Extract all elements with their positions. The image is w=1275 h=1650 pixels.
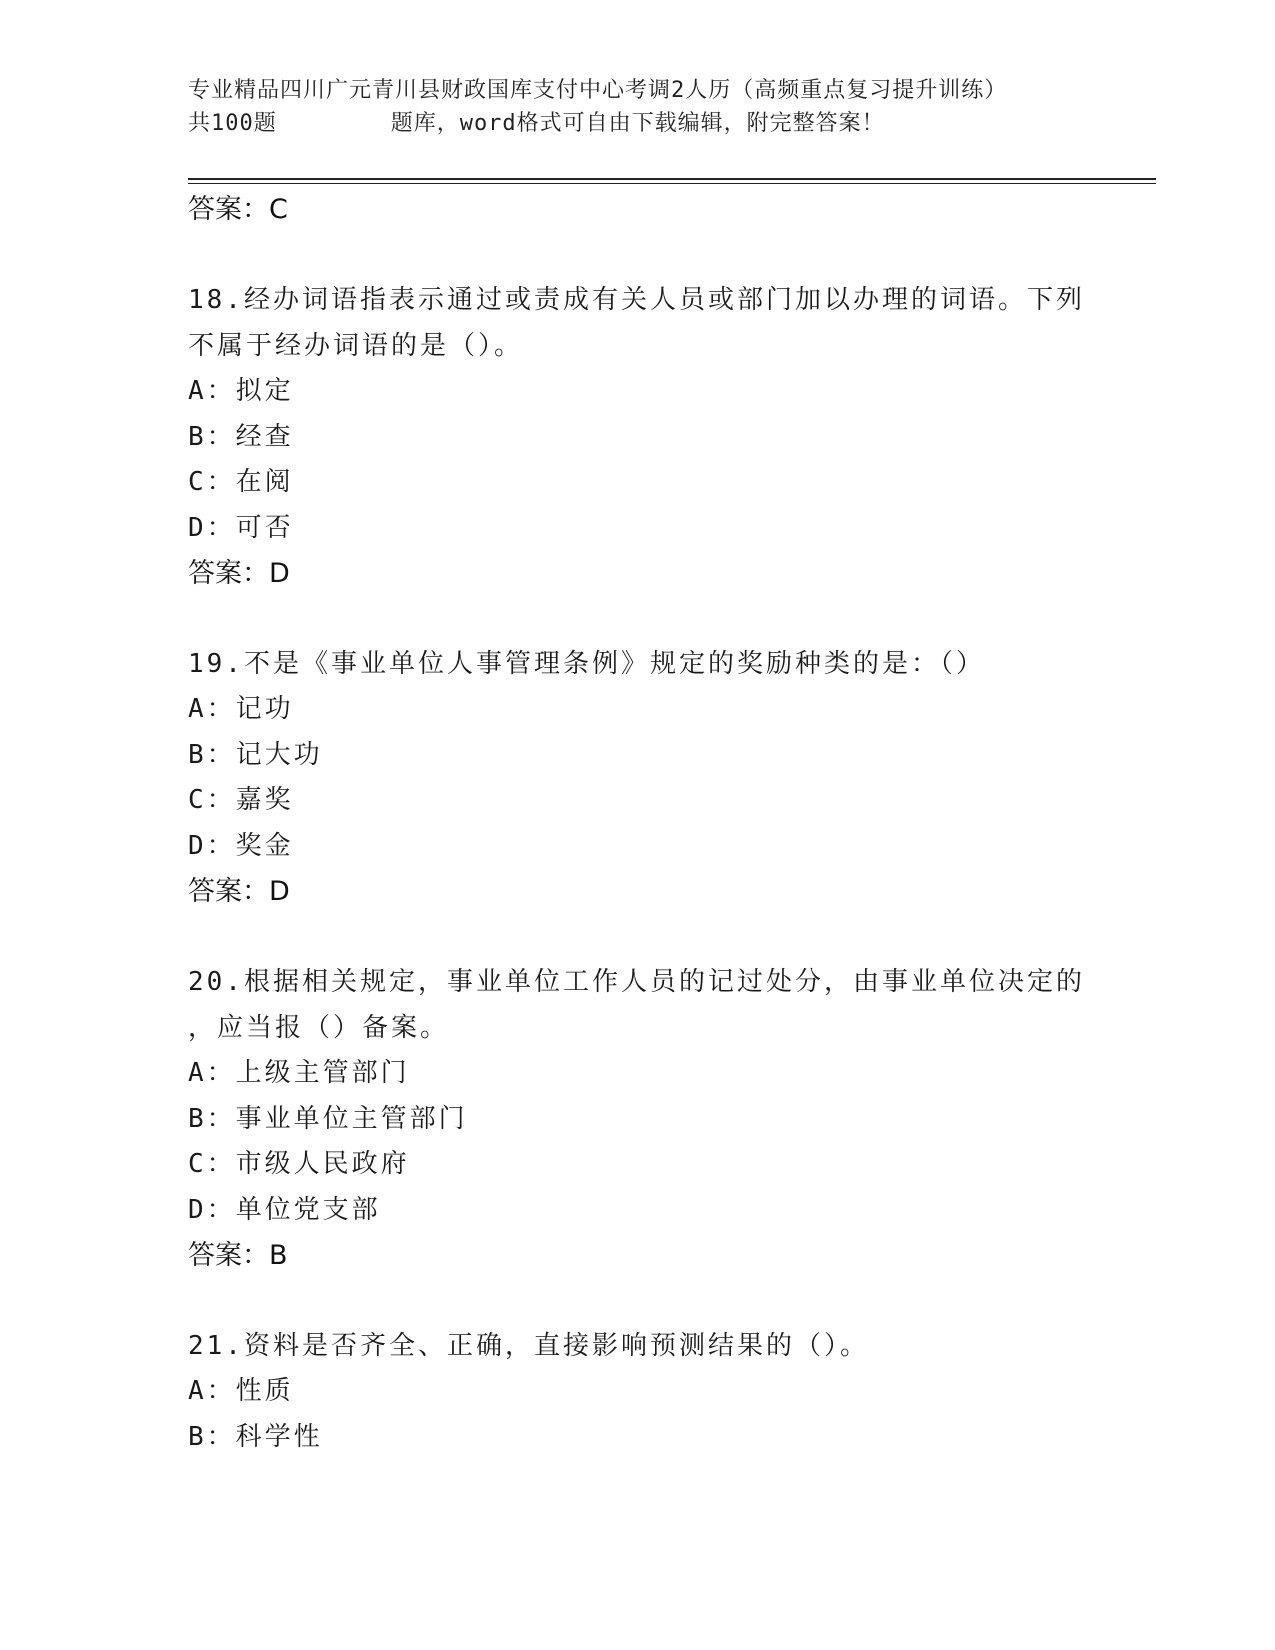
option-c: C：市级人民政府: [188, 1149, 410, 1179]
option-a: A：上级主管部门: [188, 1058, 410, 1088]
header-divider-thin: [188, 183, 1156, 184]
question-list: [188, 187, 1168, 1460]
option-b: B：科学性: [188, 1421, 323, 1452]
option-a: A：拟定: [188, 376, 294, 406]
option-b: B：经查: [188, 421, 294, 452]
question-stem: 20.根据相关规定，事业单位工作人员的记过处分，由事业单位决定的: [188, 967, 1085, 997]
question-stem-continued: ，应当报（）备案。: [188, 1013, 450, 1043]
answer-label: 答案：B: [188, 1240, 288, 1271]
option-b: B：事业单位主管部门: [188, 1103, 468, 1134]
option-d: D：单位党支部: [188, 1194, 381, 1225]
question-block: [188, 641, 1168, 915]
spacer: [188, 915, 1168, 959]
header-subtitle-line: 共100题 题库，word格式可自由下载编辑，附完整答案！: [188, 111, 885, 136]
option-c: C：在阅: [188, 467, 294, 497]
question-stem: 21.资料是否齐全、正确，直接影响预测结果的（）。: [188, 1331, 869, 1361]
header-title-line: 专业精品四川广元青川县财政国库支付中心考调2人历（高频重点复习提升训练）: [188, 78, 1008, 103]
answer-label: 答案：C: [188, 194, 288, 225]
option-d: D：奖金: [188, 830, 294, 861]
option-a: A：记功: [188, 694, 294, 724]
spacer: [188, 597, 1168, 641]
option-b: B：记大功: [188, 739, 323, 770]
option-a: A：性质: [188, 1376, 294, 1406]
option-d: D：可否: [188, 512, 294, 543]
question-block: [188, 1323, 1168, 1460]
option-c: C：嘉奖: [188, 785, 294, 815]
question-block: [188, 959, 1168, 1279]
question-block: [188, 277, 1168, 597]
spacer: [188, 1279, 1168, 1323]
question-stem: 18.经办词语指表示通过或责成有关人员或部门加以办理的词语。下列: [188, 285, 1085, 315]
document-header: [188, 74, 1168, 140]
header-divider-thick: [188, 178, 1156, 180]
question-stem-continued: 不属于经办词语的是（）。: [188, 331, 524, 361]
spacer: [188, 233, 1168, 277]
question-stem: 19.不是《事业单位人事管理条例》规定的奖励种类的是：（）: [188, 649, 985, 679]
answer-label: 答案：D: [188, 876, 290, 907]
answer-label: 答案：D: [188, 558, 290, 589]
